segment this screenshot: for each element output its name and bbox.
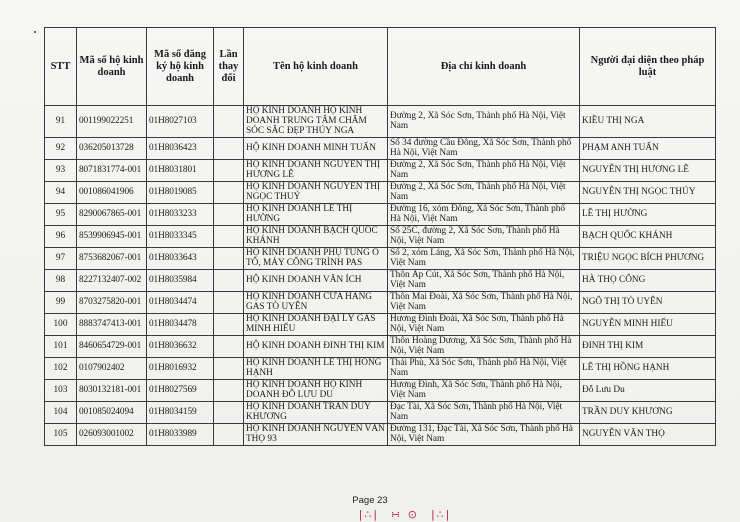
row-business-address: Đường 16, xóm Đông, Xã Sóc Sơn, Thành phố Hà Nội, Việt Nam	[388, 203, 580, 225]
row-registration-code: 01H8034159	[147, 401, 214, 423]
row-registration-code: 01H8036423	[147, 137, 214, 159]
row-business-address: Đường 2, Xã Sóc Sơn, Thành phố Hà Nội, Việt Nam	[388, 181, 580, 203]
row-legal-representative: BẠCH QUỐC KHÁNH	[580, 225, 716, 247]
row-change-count	[214, 379, 244, 401]
row-legal-representative: NGUYỄN VĂN THỌ	[580, 423, 716, 445]
row-business-name: HỘ KINH DOANH NGUYỄN THỊ HƯƠNG LÊ	[244, 159, 388, 181]
row-business-code: 8539906945-001	[77, 225, 147, 247]
row-stt: 96	[45, 225, 77, 247]
row-business-address: Đường 131, Đạc Tài, Xã Sóc Sơn, Thành phố Hà Nội, Việt Nam	[388, 423, 580, 445]
row-change-count	[214, 401, 244, 423]
row-business-code: 8703275820-001	[77, 291, 147, 313]
row-change-count	[214, 159, 244, 181]
business-table	[44, 27, 716, 446]
row-registration-code: 01H8036632	[147, 335, 214, 357]
row-business-address: Đường 2, Xã Sóc Sơn, Thành phố Hà Nội, Việt Nam	[388, 159, 580, 181]
row-legal-representative: ĐINH THỊ KIM	[580, 335, 716, 357]
row-change-count	[214, 203, 244, 225]
row-stt: 103	[45, 379, 77, 401]
row-business-code: 8071831774-001	[77, 159, 147, 181]
row-change-count	[214, 335, 244, 357]
scan-mark	[34, 31, 36, 33]
row-business-name: HỘ KINH DOANH ĐẠI LÝ GAS MINH HIẾU	[244, 313, 388, 335]
row-business-code: 8460654729-001	[77, 335, 147, 357]
row-stt: 101	[45, 335, 77, 357]
table-header-row	[45, 28, 716, 106]
row-stt: 94	[45, 181, 77, 203]
row-business-code: 001086041906	[77, 181, 147, 203]
row-legal-representative: KIỀU THỊ NGA	[580, 106, 716, 138]
row-registration-code: 01H8027103	[147, 106, 214, 138]
header-stt: STT	[45, 28, 77, 106]
row-stt: 95	[45, 203, 77, 225]
row-legal-representative: NGÔ THỊ TÒ UYÊN	[580, 291, 716, 313]
row-legal-representative: Đỗ Lưu Du	[580, 379, 716, 401]
row-registration-code: 01H8033989	[147, 423, 214, 445]
table-body	[45, 106, 716, 446]
row-registration-code: 01H8016932	[147, 357, 214, 379]
row-business-name: HỘ KINH DOANH NGUYỄN THỊ NGỌC THUÝ	[244, 181, 388, 203]
row-business-code: 8290067865-001	[77, 203, 147, 225]
row-business-address: Số 25C, đường 2, Xã Sóc Sơn, Thành phố Hà Nội, Việt Nam	[388, 225, 580, 247]
table-row	[45, 291, 716, 313]
row-stt: 97	[45, 247, 77, 269]
row-stt: 99	[45, 291, 77, 313]
row-change-count	[214, 225, 244, 247]
row-stt: 91	[45, 106, 77, 138]
header-business-address: Địa chỉ kinh doanh	[388, 28, 580, 106]
row-registration-code: 01H8034474	[147, 291, 214, 313]
row-registration-code: 01H8019085	[147, 181, 214, 203]
row-business-address: Thôn Ấp Cút, Xã Sóc Sơn, Thành phố Hà Nội, Việt Nam	[388, 269, 580, 291]
row-business-code: 001199022251	[77, 106, 147, 138]
row-registration-code: 01H8033345	[147, 225, 214, 247]
table-row	[45, 269, 716, 291]
row-business-address: Đường 2, Xã Sóc Sơn, Thành phố Hà Nội, Việt Nam	[388, 106, 580, 138]
row-legal-representative: LÊ THỊ HỒNG HẠNH	[580, 357, 716, 379]
table-row	[45, 335, 716, 357]
row-business-name: HỘ KINH DOANH NGUYỄN VĂN THỌ 93	[244, 423, 388, 445]
row-registration-code: 01H8033233	[147, 203, 214, 225]
page-number: Page 23	[352, 495, 388, 506]
table-row	[45, 379, 716, 401]
row-business-code: 0107902402	[77, 357, 147, 379]
row-stt: 105	[45, 423, 77, 445]
row-registration-code: 01H8035984	[147, 269, 214, 291]
header-legal-representative: Người đại diện theo pháp luật	[580, 28, 716, 106]
row-business-code: 8227132407-002	[77, 269, 147, 291]
row-business-code: 8883747413-001	[77, 313, 147, 335]
row-business-name: HỘ KINH DOANH LÊ THỊ HƯỜNG	[244, 203, 388, 225]
row-stt: 100	[45, 313, 77, 335]
row-change-count	[214, 137, 244, 159]
row-registration-code: 01H8027569	[147, 379, 214, 401]
row-change-count	[214, 269, 244, 291]
table-row	[45, 423, 716, 445]
row-change-count	[214, 291, 244, 313]
header-business-name: Tên hộ kinh doanh	[244, 28, 388, 106]
row-business-name: HỘ KINH DOANH LÊ THỊ HỒNG HẠNH	[244, 357, 388, 379]
row-legal-representative: PHẠM ANH TUẤN	[580, 137, 716, 159]
table-row	[45, 247, 716, 269]
row-business-code: 036205013728	[77, 137, 147, 159]
row-business-address: Thái Phù, Xã Sóc Sơn, Thành phố Hà Nội, Việt Nam	[388, 357, 580, 379]
row-business-code: 026093001002	[77, 423, 147, 445]
row-stt: 93	[45, 159, 77, 181]
table-row	[45, 137, 716, 159]
row-stt: 92	[45, 137, 77, 159]
row-business-address: Thôn Hoàng Dương, Xã Sóc Sơn, Thành phố Hà Nội, Việt Nam	[388, 335, 580, 357]
row-legal-representative: LÊ THỊ HƯỜNG	[580, 203, 716, 225]
row-change-count	[214, 106, 244, 138]
header-change-count: Lần thay đổi	[214, 28, 244, 106]
row-business-address: Số 34 đường Cầu Đông, Xã Sóc Sơn, Thành phố Hà Nội, Việt Nam	[388, 137, 580, 159]
row-business-name: HỘ KINH DOANH CỬA HÀNG GAS TÒ UYÊN	[244, 291, 388, 313]
row-registration-code: 01H8031801	[147, 159, 214, 181]
row-legal-representative: TRẦN DUY KHƯƠNG	[580, 401, 716, 423]
row-change-count	[214, 313, 244, 335]
row-business-address: Đạc Tài, Xã Sóc Sơn, Thành phố Hà Nội, Việt Nam	[388, 401, 580, 423]
row-legal-representative: NGUYỄN THỊ NGỌC THÚY	[580, 181, 716, 203]
row-business-code: 001085024094	[77, 401, 147, 423]
row-legal-representative: NGUYỄN MINH HIẾU	[580, 313, 716, 335]
row-registration-code: 01H8034478	[147, 313, 214, 335]
row-stt: 104	[45, 401, 77, 423]
table-row	[45, 357, 716, 379]
table-row	[45, 106, 716, 138]
row-business-name: HỘ KINH DOANH BẠCH QUỐC KHÁNH	[244, 225, 388, 247]
row-change-count	[214, 423, 244, 445]
row-business-address: Thôn Mai Đoài, Xã Sóc Sơn, Thành phố Hà Nội, Việt Nam	[388, 291, 580, 313]
row-business-address: Số 2, xóm Láng, Xã Sóc Sơn, Thành phố Hà Nội, Việt Nam	[388, 247, 580, 269]
row-business-name: HỘ KINH DOANH TRẦN DUY KHƯƠNG	[244, 401, 388, 423]
row-business-code: 8030132181-001	[77, 379, 147, 401]
row-legal-representative: NGUYỄN THỊ HƯƠNG LÊ	[580, 159, 716, 181]
table-row	[45, 313, 716, 335]
row-legal-representative: TRIỆU NGỌC BÍCH PHƯƠNG	[580, 247, 716, 269]
row-business-address: Hương Đình, Xã Sóc Sơn, Thành phố Hà Nội, Việt Nam	[388, 379, 580, 401]
table-row	[45, 225, 716, 247]
row-registration-code: 01H8033643	[147, 247, 214, 269]
row-change-count	[214, 357, 244, 379]
row-stt: 98	[45, 269, 77, 291]
row-business-name: HỘ KINH DOANH VĂN ÍCH	[244, 269, 388, 291]
table-row	[45, 401, 716, 423]
row-business-name: HỘ KINH DOANH MINH TUẤN	[244, 137, 388, 159]
row-business-address: Hương Đình Đoài, Xã Sóc Sơn, Thành phố Hà Nội, Việt Nam	[388, 313, 580, 335]
header-business-code: Mã số hộ kinh doanh	[77, 28, 147, 106]
row-change-count	[214, 181, 244, 203]
red-stamp-mark: |∴| ∺ ⊙ |∴|	[358, 508, 452, 521]
row-business-name: HỘ KINH DOANH PHỤ TÙNG Ô TÔ, MÁY CÔNG TRÌNH PAS	[244, 247, 388, 269]
row-change-count	[214, 247, 244, 269]
row-business-name: HỘ KINH DOANH HỘ KINH DOANH TRUNG TÂM CHĂM SÓC SẮC ĐẸP THÚY NGA	[244, 106, 388, 138]
row-business-code: 8753682067-001	[77, 247, 147, 269]
row-business-name: HỘ KINH DOANH ĐINH THỊ KIM	[244, 335, 388, 357]
row-business-name: HỘ KINH DOANH HỘ KINH DOANH ĐỖ LƯU DU	[244, 379, 388, 401]
header-registration-code: Mã số đăng ký hộ kinh doanh	[147, 28, 214, 106]
row-stt: 102	[45, 357, 77, 379]
table-row	[45, 159, 716, 181]
table-row	[45, 181, 716, 203]
row-legal-representative: HÀ THỌ CÔNG	[580, 269, 716, 291]
table-row	[45, 203, 716, 225]
